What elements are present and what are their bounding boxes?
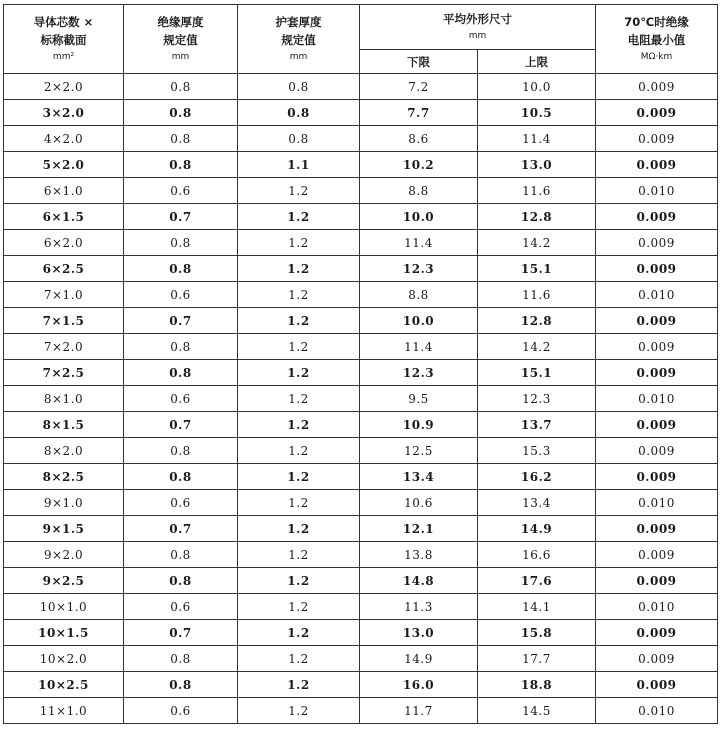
cell-sheath: 1.2 [238, 672, 360, 698]
cell-lower-limit: 13.8 [360, 542, 478, 568]
header-sheath-unit: mm [289, 52, 308, 62]
table-header [4, 5, 718, 74]
cell-resistance: 0.010 [596, 594, 718, 620]
cell-lower-limit: 8.8 [360, 282, 478, 308]
cell-spec: 5×2.0 [4, 152, 124, 178]
cell-sheath: 0.8 [238, 100, 360, 126]
cell-spec: 9×2.0 [4, 542, 124, 568]
cell-spec: 9×1.0 [4, 490, 124, 516]
cell-spec: 10×1.5 [4, 620, 124, 646]
cell-upper-limit: 10.0 [478, 74, 596, 100]
cell-lower-limit: 12.1 [360, 516, 478, 542]
cell-spec: 6×2.0 [4, 230, 124, 256]
cell-upper-limit: 15.8 [478, 620, 596, 646]
cell-sheath: 1.2 [238, 516, 360, 542]
cell-lower-limit: 11.7 [360, 698, 478, 724]
cell-upper-limit: 13.0 [478, 152, 596, 178]
cell-spec: 7×2.5 [4, 360, 124, 386]
table-row [4, 308, 718, 334]
cell-resistance: 0.009 [596, 100, 718, 126]
cell-lower-limit: 10.9 [360, 412, 478, 438]
cell-upper-limit: 12.8 [478, 308, 596, 334]
cell-lower-limit: 14.9 [360, 646, 478, 672]
cell-sheath: 1.2 [238, 620, 360, 646]
cell-insulation: 0.8 [124, 360, 238, 386]
cell-insulation: 0.8 [124, 100, 238, 126]
cell-insulation: 0.8 [124, 126, 238, 152]
cell-resistance: 0.009 [596, 542, 718, 568]
cell-insulation: 0.7 [124, 516, 238, 542]
cell-sheath: 1.2 [238, 386, 360, 412]
cell-resistance: 0.009 [596, 334, 718, 360]
cell-resistance: 0.010 [596, 282, 718, 308]
table-row [4, 438, 718, 464]
cell-spec: 10×2.5 [4, 672, 124, 698]
table-row [4, 178, 718, 204]
cell-resistance: 0.010 [596, 698, 718, 724]
cell-resistance: 0.009 [596, 230, 718, 256]
cell-resistance: 0.009 [596, 646, 718, 672]
table-row [4, 568, 718, 594]
cell-sheath: 1.2 [238, 490, 360, 516]
cell-upper-limit: 12.3 [478, 386, 596, 412]
table-row [4, 516, 718, 542]
table-row [4, 412, 718, 438]
cell-upper-limit: 14.1 [478, 594, 596, 620]
header-resistance [596, 5, 718, 74]
cell-resistance: 0.009 [596, 204, 718, 230]
cell-lower-limit: 8.6 [360, 126, 478, 152]
cell-sheath: 1.2 [238, 360, 360, 386]
table-body [4, 74, 718, 724]
header-resistance-line1: 70℃时绝缘 [624, 15, 689, 29]
table-row [4, 204, 718, 230]
table-row [4, 256, 718, 282]
cell-lower-limit: 7.7 [360, 100, 478, 126]
cell-resistance: 0.009 [596, 516, 718, 542]
cell-lower-limit: 10.6 [360, 490, 478, 516]
cell-upper-limit: 13.7 [478, 412, 596, 438]
cell-sheath: 1.1 [238, 152, 360, 178]
cable-spec-table [3, 4, 718, 724]
cell-lower-limit: 13.4 [360, 464, 478, 490]
cell-spec: 8×2.0 [4, 438, 124, 464]
cell-insulation: 0.7 [124, 308, 238, 334]
header-outer-dimension-unit: mm [468, 31, 487, 41]
cell-upper-limit: 11.6 [478, 282, 596, 308]
cell-sheath: 0.8 [238, 126, 360, 152]
cell-sheath: 1.2 [238, 178, 360, 204]
cell-spec: 6×2.5 [4, 256, 124, 282]
cell-insulation: 0.8 [124, 74, 238, 100]
cell-sheath: 1.2 [238, 256, 360, 282]
header-resistance-unit: MΩ·km [640, 52, 673, 62]
cell-spec: 11×1.0 [4, 698, 124, 724]
cell-upper-limit: 11.4 [478, 126, 596, 152]
cell-sheath: 1.2 [238, 412, 360, 438]
cell-resistance: 0.009 [596, 464, 718, 490]
cell-upper-limit: 18.8 [478, 672, 596, 698]
table-row [4, 386, 718, 412]
cell-spec: 4×2.0 [4, 126, 124, 152]
cell-insulation: 0.8 [124, 672, 238, 698]
header-resistance-line2: 电阻最小值 [627, 33, 686, 47]
cell-lower-limit: 9.5 [360, 386, 478, 412]
cell-sheath: 1.2 [238, 204, 360, 230]
cell-resistance: 0.009 [596, 74, 718, 100]
cell-resistance: 0.010 [596, 490, 718, 516]
cell-lower-limit: 16.0 [360, 672, 478, 698]
cell-spec: 2×2.0 [4, 74, 124, 100]
cell-resistance: 0.009 [596, 672, 718, 698]
cell-spec: 7×1.0 [4, 282, 124, 308]
cell-insulation: 0.8 [124, 464, 238, 490]
cell-lower-limit: 11.4 [360, 230, 478, 256]
cell-sheath: 1.2 [238, 568, 360, 594]
table-row [4, 542, 718, 568]
cell-insulation: 0.8 [124, 334, 238, 360]
cell-spec: 7×1.5 [4, 308, 124, 334]
cell-resistance: 0.009 [596, 360, 718, 386]
cell-insulation: 0.6 [124, 386, 238, 412]
table-row [4, 360, 718, 386]
cell-resistance: 0.009 [596, 308, 718, 334]
cell-sheath: 1.2 [238, 282, 360, 308]
cell-spec: 9×1.5 [4, 516, 124, 542]
cell-resistance: 0.009 [596, 620, 718, 646]
header-sheath-line1: 护套厚度 [275, 15, 322, 29]
table-row [4, 620, 718, 646]
cell-upper-limit: 16.2 [478, 464, 596, 490]
cell-insulation: 0.8 [124, 568, 238, 594]
cell-resistance: 0.009 [596, 438, 718, 464]
cell-upper-limit: 15.1 [478, 360, 596, 386]
header-upper-limit: 上限 [478, 50, 596, 74]
cell-spec: 9×2.5 [4, 568, 124, 594]
header-sheath [238, 5, 360, 74]
cell-upper-limit: 14.2 [478, 230, 596, 256]
table-row [4, 698, 718, 724]
cell-lower-limit: 12.3 [360, 256, 478, 282]
cell-sheath: 1.2 [238, 594, 360, 620]
table-row [4, 100, 718, 126]
cell-sheath: 0.8 [238, 74, 360, 100]
cell-upper-limit: 14.5 [478, 698, 596, 724]
cell-resistance: 0.010 [596, 178, 718, 204]
header-insulation-line2: 规定值 [163, 33, 198, 47]
cell-lower-limit: 8.8 [360, 178, 478, 204]
table-row [4, 152, 718, 178]
cell-insulation: 0.6 [124, 490, 238, 516]
cell-sheath: 1.2 [238, 646, 360, 672]
header-spec-unit: mm² [52, 52, 75, 62]
table-row [4, 464, 718, 490]
cell-sheath: 1.2 [238, 464, 360, 490]
cell-lower-limit: 14.8 [360, 568, 478, 594]
cell-lower-limit: 13.0 [360, 620, 478, 646]
cell-upper-limit: 13.4 [478, 490, 596, 516]
cell-sheath: 1.2 [238, 542, 360, 568]
cell-upper-limit: 14.9 [478, 516, 596, 542]
header-insulation-unit: mm [171, 52, 190, 62]
cell-spec: 8×2.5 [4, 464, 124, 490]
cell-upper-limit: 15.3 [478, 438, 596, 464]
cell-spec: 7×2.0 [4, 334, 124, 360]
cell-upper-limit: 11.6 [478, 178, 596, 204]
cell-resistance: 0.009 [596, 412, 718, 438]
header-insulation-line1: 绝缘厚度 [157, 15, 204, 29]
table-row [4, 230, 718, 256]
cell-insulation: 0.7 [124, 412, 238, 438]
table-row [4, 490, 718, 516]
cell-insulation: 0.8 [124, 542, 238, 568]
cell-upper-limit: 17.6 [478, 568, 596, 594]
table-row [4, 74, 718, 100]
cell-sheath: 1.2 [238, 308, 360, 334]
header-spec-line1: 导体芯数 × [33, 15, 94, 29]
cell-lower-limit: 12.3 [360, 360, 478, 386]
cell-resistance: 0.009 [596, 568, 718, 594]
cell-lower-limit: 12.5 [360, 438, 478, 464]
cell-upper-limit: 10.5 [478, 100, 596, 126]
header-spec-line2: 标称截面 [40, 33, 87, 47]
table-row [4, 594, 718, 620]
table-row [4, 126, 718, 152]
cell-upper-limit: 16.6 [478, 542, 596, 568]
cell-spec: 8×1.0 [4, 386, 124, 412]
table-row [4, 672, 718, 698]
cell-insulation: 0.8 [124, 230, 238, 256]
cell-insulation: 0.6 [124, 698, 238, 724]
cell-sheath: 1.2 [238, 438, 360, 464]
cell-insulation: 0.7 [124, 620, 238, 646]
cell-spec: 10×1.0 [4, 594, 124, 620]
cell-lower-limit: 7.2 [360, 74, 478, 100]
cell-sheath: 1.2 [238, 334, 360, 360]
cell-sheath: 1.2 [238, 230, 360, 256]
cell-lower-limit: 11.3 [360, 594, 478, 620]
cell-spec: 3×2.0 [4, 100, 124, 126]
cell-lower-limit: 11.4 [360, 334, 478, 360]
cell-upper-limit: 12.8 [478, 204, 596, 230]
cell-insulation: 0.8 [124, 256, 238, 282]
cell-insulation: 0.6 [124, 282, 238, 308]
cell-insulation: 0.7 [124, 204, 238, 230]
table-row [4, 334, 718, 360]
cell-insulation: 0.8 [124, 152, 238, 178]
cell-spec: 10×2.0 [4, 646, 124, 672]
cell-upper-limit: 15.1 [478, 256, 596, 282]
cell-sheath: 1.2 [238, 698, 360, 724]
table-row [4, 282, 718, 308]
cell-spec: 6×1.5 [4, 204, 124, 230]
cell-resistance: 0.009 [596, 152, 718, 178]
cell-insulation: 0.6 [124, 178, 238, 204]
cell-upper-limit: 14.2 [478, 334, 596, 360]
header-sheath-line2: 规定值 [281, 33, 316, 47]
cell-lower-limit: 10.0 [360, 204, 478, 230]
cell-lower-limit: 10.2 [360, 152, 478, 178]
cell-upper-limit: 17.7 [478, 646, 596, 672]
header-outer-dimension-title: 平均外形尺寸 [443, 12, 512, 26]
header-insulation [124, 5, 238, 74]
table-row [4, 646, 718, 672]
header-lower-limit: 下限 [360, 50, 478, 74]
cell-insulation: 0.8 [124, 646, 238, 672]
cell-insulation: 0.8 [124, 438, 238, 464]
cell-resistance: 0.009 [596, 126, 718, 152]
cell-spec: 8×1.5 [4, 412, 124, 438]
header-outer-dimension [360, 5, 596, 50]
cell-insulation: 0.6 [124, 594, 238, 620]
cell-spec: 6×1.0 [4, 178, 124, 204]
cell-resistance: 0.009 [596, 256, 718, 282]
cell-lower-limit: 10.0 [360, 308, 478, 334]
cell-resistance: 0.010 [596, 386, 718, 412]
header-spec [4, 5, 124, 74]
